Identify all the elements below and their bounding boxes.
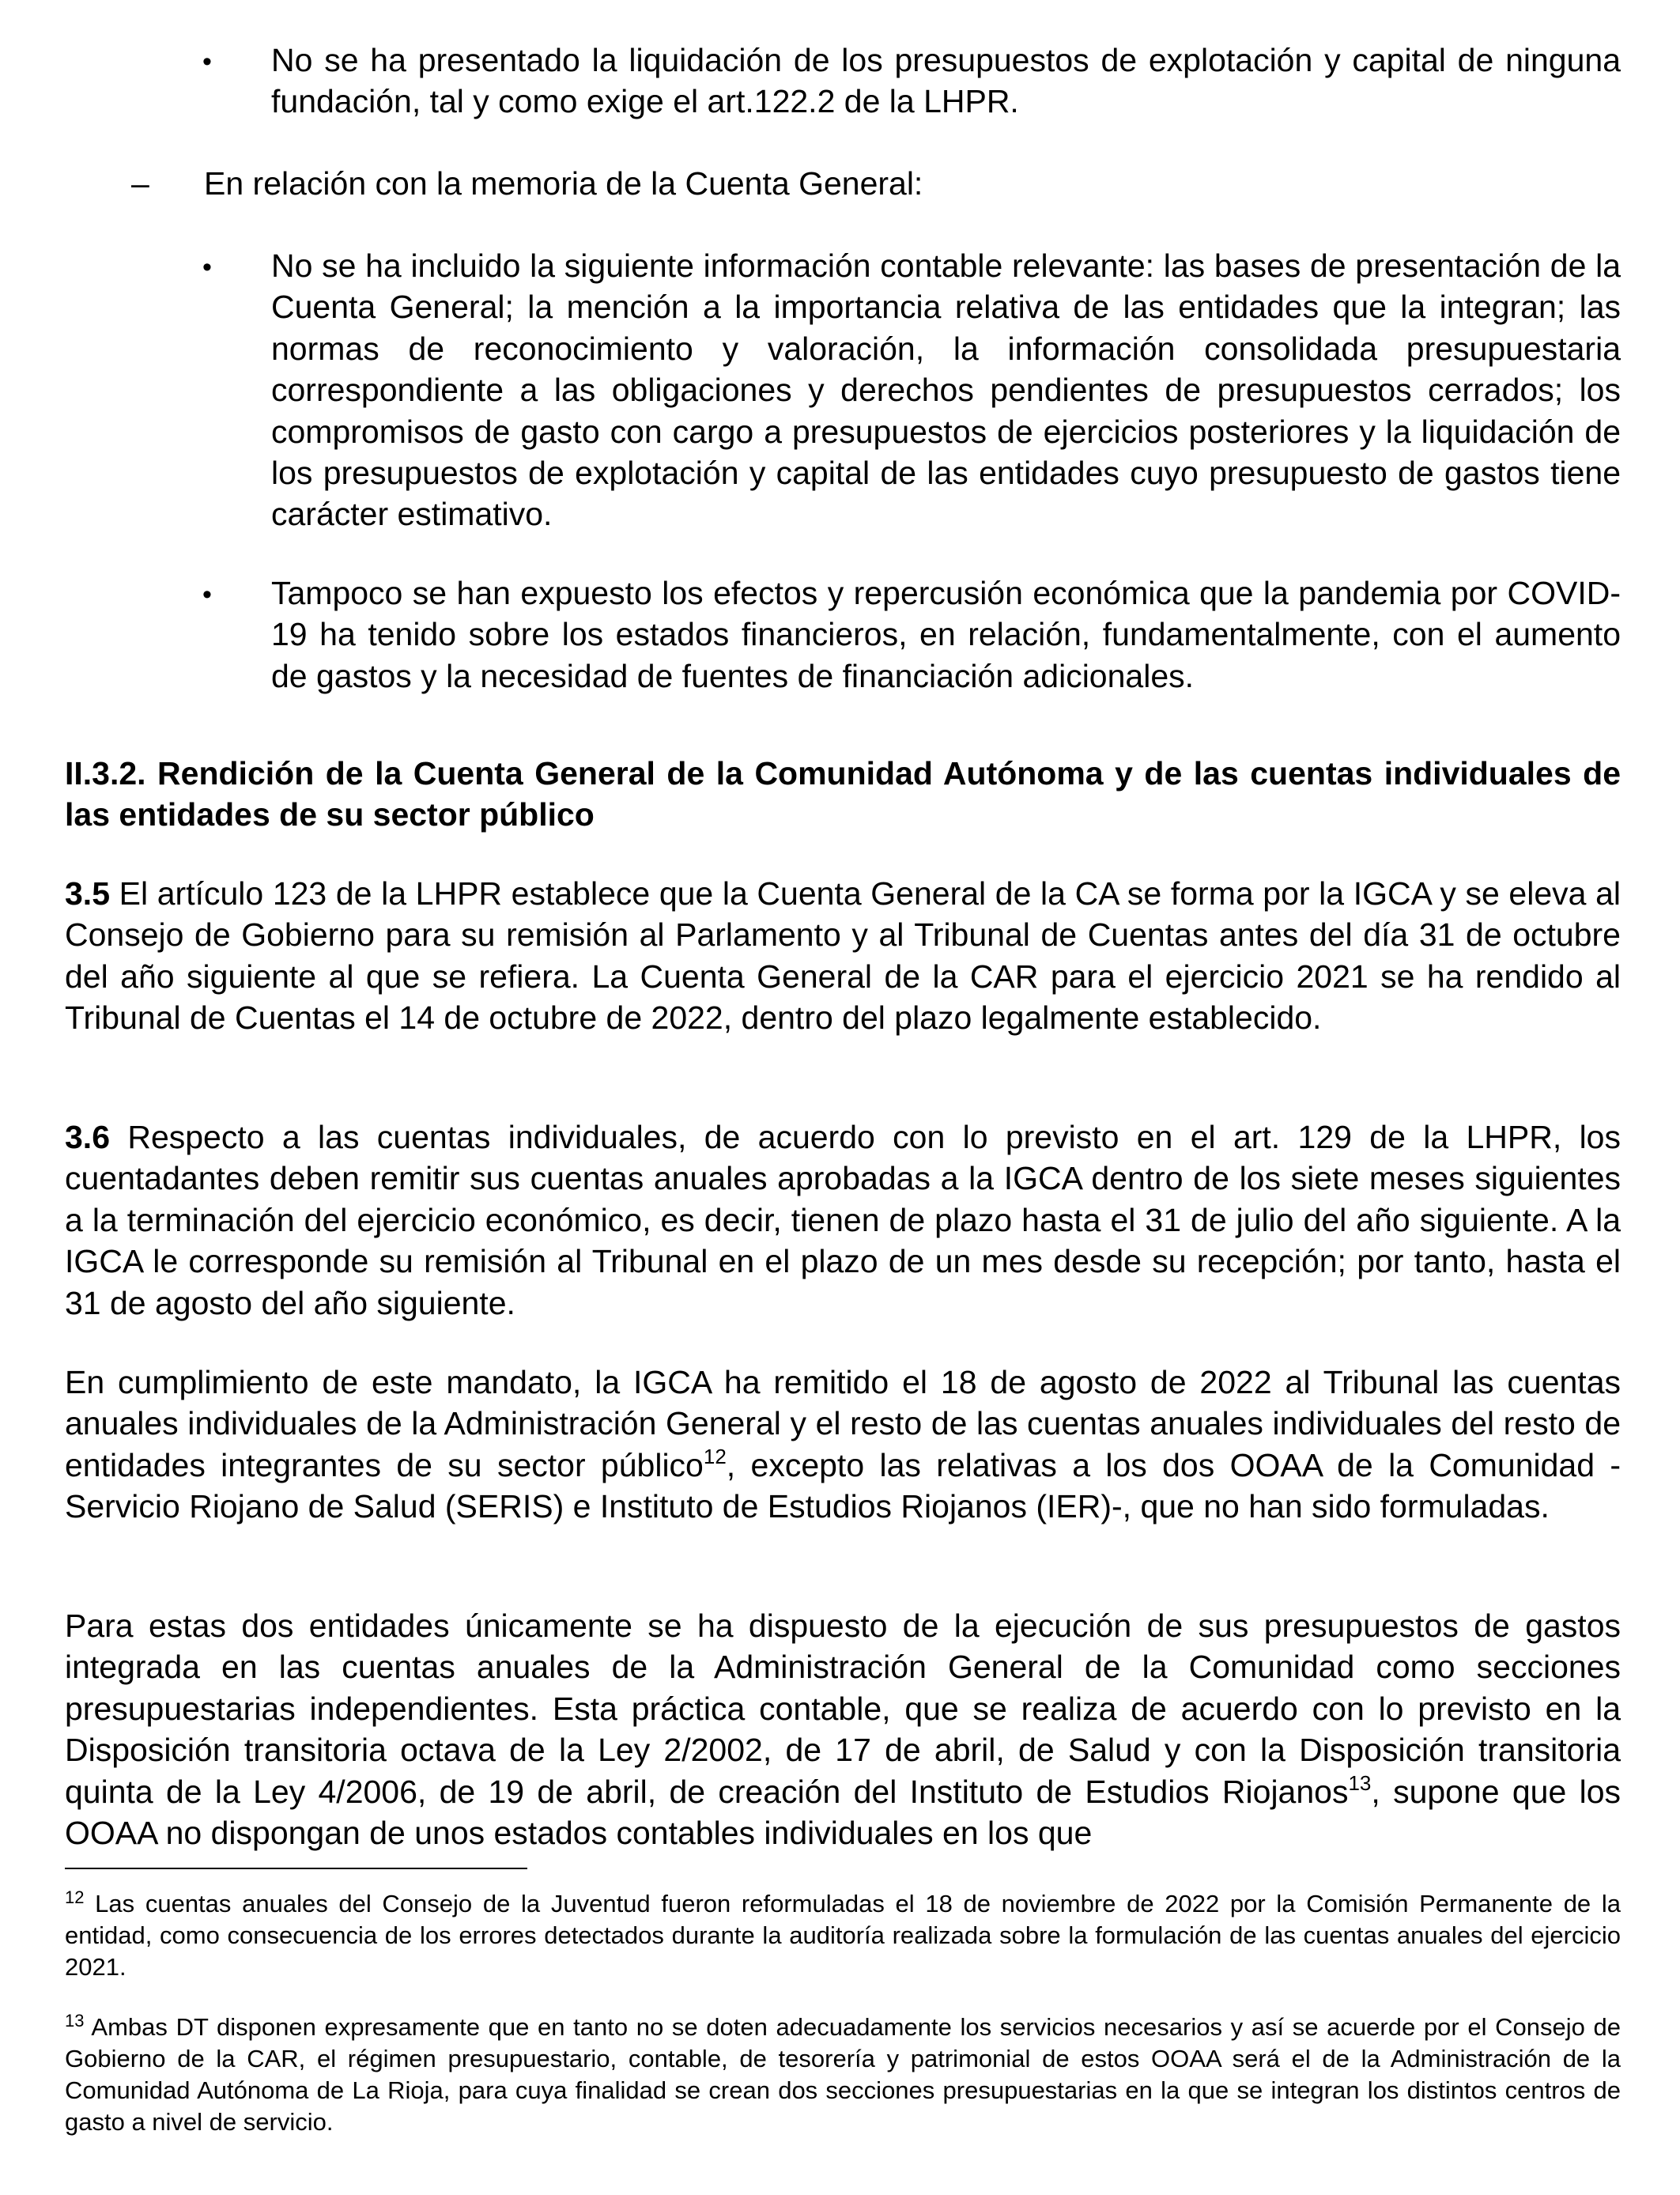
bullet-item-covid: Tampoco se han expuesto los efectos y repercusión económica que la pandemia por COVID-19 ha tenido sobre los estados financieros, en relación, fundamentalmente, con el aumento de gastos y la necesidad de fuentes de financiación adicionales.: [271, 575, 1621, 694]
footnote-13: [65, 2012, 1621, 2138]
paragraph-text: El artículo 123 de la LHPR establece que la Cuenta General de la CA se forma por la IGCA y se eleva al Consejo de Gobierno para su remisión al Parlamento y al Tribunal de Cuentas antes del día 31 de octubre del año siguiente al que se refiera. La Cuenta General de la CAR para el ejercicio 2021 se ha rendido al Tribunal de Cuentas el 14 de octubre de 2022, dentro del plazo legalmente establecido.: [65, 875, 1621, 1037]
paragraph-3-6: [65, 1116, 1621, 1324]
footnote-reference-12[interactable]: 12: [703, 1444, 727, 1468]
paragraph-text: Respecto a las cuentas individuales, de acuerdo con lo previsto en el art. 129 de la LHPR, los cuentadantes deben remitir sus cuentas anuales aprobadas a la IGCA dentro de los siete meses siguientes a la terminación del ejercicio económico, es decir, tienen de plazo hasta el 31 de julio del año siguiente. A la IGCA le corresponde su remisión al Tribunal en el plazo de un mes desde su recepción; por tanto, hasta el 31 de agosto del año siguiente.: [65, 1119, 1621, 1321]
section-heading: II.3.2. Rendición de la Cuenta General de la Comunidad Autónoma y de las cuentas individuales de las entidades de su sector público: [65, 755, 1621, 833]
dash-marker: –: [131, 165, 149, 202]
paragraph-text: , supone que los OOAA no dispongan de unos estados contables individuales en los que: [65, 1773, 1621, 1852]
paragraph-cumplimiento: [65, 1362, 1621, 1528]
bullet-item-fundaciones: No se ha presentado la liquidación de los presupuestos de explotación y capital de ninguna fundación, tal y como exige el art.122.2 de la LHPR.: [271, 42, 1621, 120]
paragraph-text: Para estas dos entidades únicamente se ha dispuesto de la ejecución de sus presupuestos de gastos integrada en las cuentas anuales de la Administración General de la Comunidad como secciones presupuestarias independientes. Esta práctica contable, que se realiza de acuerdo con lo previsto en la Disposición transitoria octava de la Ley 2/2002, de 17 de abril, de Salud y con la Disposición transitoria quinta de la Ley 4/2006, de 19 de abril, de creación del Instituto de Estudios Riojanos: [65, 1608, 1621, 1810]
memoria-intro: En relación con la memoria de la Cuenta General:: [204, 165, 923, 202]
paragraph-text: En cumplimiento de este mandato, la IGCA ha remitido el 18 de agosto de 2022 al Tribunal las cuentas anuales individuales de la Administración General y el resto de las cuentas anuales individuales del resto de entidades integrantes de su sector público: [65, 1364, 1621, 1483]
footnote-text: Ambas DT disponen expresamente que en tanto no se doten adecuadamente los servicios necesarios y así se acuerde por el Consejo de Gobierno de la CAR, el régimen presupuestario, contable, de tesorería y patrimonial de estos OOAA será el de la Administración de la Comunidad Autónoma de La Rioja, para cuya finalidad se crean dos secciones presupuestarias en la que se integran los distintos centros de gasto a nivel de servicio.: [65, 2013, 1621, 2136]
paragraph-number: 3.5: [65, 875, 110, 912]
footnote-reference-13[interactable]: 13: [1348, 1770, 1372, 1795]
bullet-item-informacion-contable: No se ha incluido la siguiente información contable relevante: las bases de presentación de la Cuenta General; la mención a la importancia relativa de las entidades que la integran; las normas de reconocimiento y valoración, la información consolidada presupuestaria correspondiente a las obligaciones y derechos pendientes de presupuestos cerrados; los compromisos de gasto con cargo a presupuestos de ejercicios posteriores y la liquidación de los presupuestos de explotación y capital de las entidades cuyo presupuesto de gastos tiene carácter estimativo.: [271, 247, 1621, 533]
paragraph-text: , excepto las relativas a los dos OOAA de la Comunidad -Servicio Riojano de Salud (SERIS) e Instituto de Estudios Riojanos (IER)-, que no han sido formuladas.: [65, 1446, 1621, 1525]
footnote-number: 13: [65, 2011, 85, 2031]
footnote-separator: [65, 1868, 527, 1869]
paragraph-entidades: [65, 1605, 1621, 1853]
bullet-marker: •: [202, 47, 212, 77]
footnote-12: [65, 1888, 1621, 1983]
paragraph-3-5: [65, 873, 1621, 1039]
bullet-marker: •: [202, 580, 212, 610]
paragraph-number: 3.6: [65, 1119, 110, 1155]
bullet-marker: •: [202, 252, 212, 282]
footnote-number: 12: [65, 1887, 85, 1907]
footnote-text: Las cuentas anuales del Consejo de la Juventud fueron reformuladas el 18 de noviembre de 2022 por la Comisión Permanente de la entidad, como consecuencia de los errores detectados durante la auditoría realizada sobre la formulación de las cuentas anuales del ejercicio 2021.: [65, 1890, 1621, 1981]
